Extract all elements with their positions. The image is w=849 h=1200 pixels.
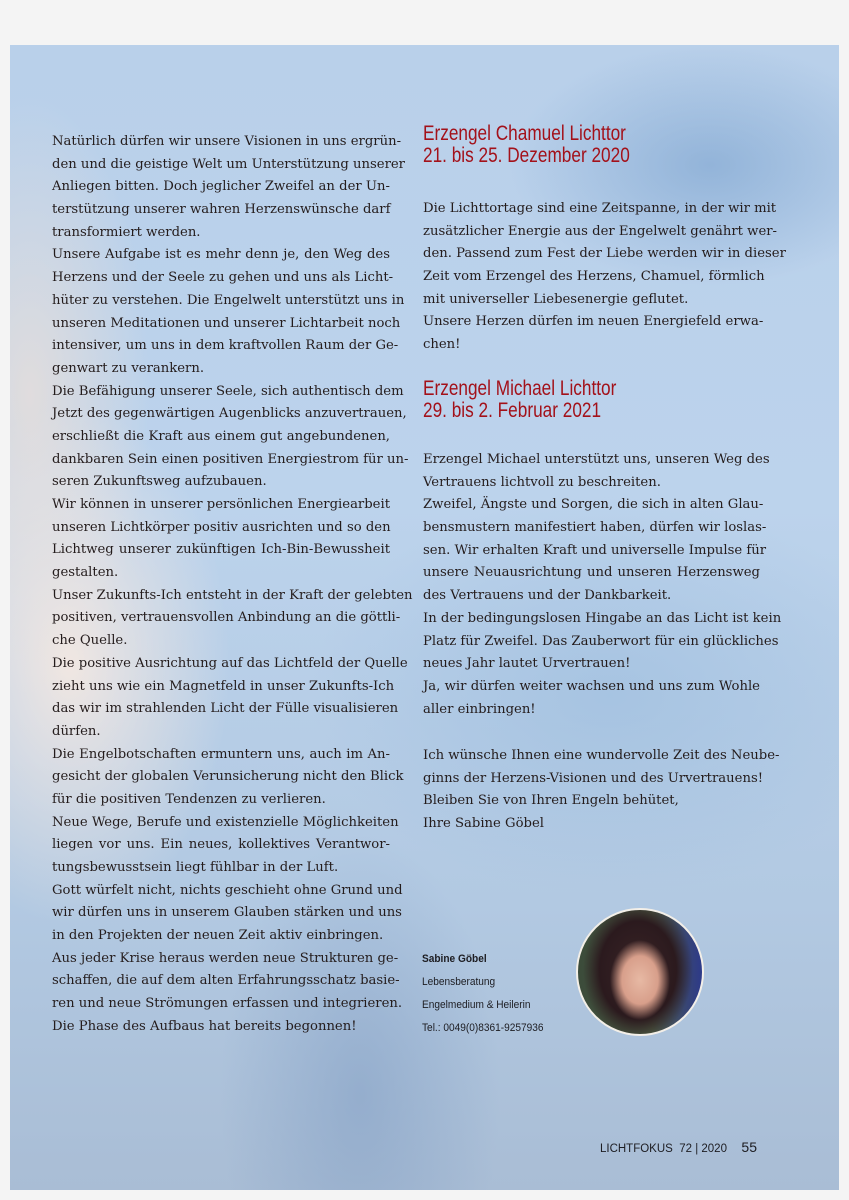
left-column [52, 131, 413, 1039]
text-line: Bleiben Sie von Ihren Engeln behütet, [423, 793, 679, 809]
author-specialty: Engelmedium & Heilerin [422, 999, 531, 1011]
michael-body [423, 449, 782, 721]
text-line: Natürlich dürfen wir unsere Visionen in uns ergrün- [52, 134, 402, 149]
paragraph [423, 790, 760, 813]
paragraph [423, 311, 764, 356]
text-line: unsere Neuausrichtung und unseren Herzensweg [423, 565, 760, 581]
text-line: Unsere Aufgabe ist es mehr denn je, den Weg des [52, 247, 390, 263]
text-line: Neue Wege, Berufe und existenzielle Möglichkeiten [52, 814, 399, 830]
text-line: gestalten. [52, 565, 119, 581]
text-line: den. Passend zum Fest der Liebe werden wir in dieser [423, 246, 786, 262]
text-line: sen. Wir erhalten Kraft und universelle Impulse für [423, 542, 767, 558]
heading-chamuel-date: 21. bis 25. Dezember 2020 [423, 144, 630, 167]
text-line: ginns der Herzens-Visionen und des Urvertrauens! [423, 770, 764, 786]
heading-michael-title: Erzengel Michael Lichttor [423, 377, 617, 400]
heading-michael-date: 29. bis 2. Februar 2021 [423, 399, 602, 422]
text-line: unseren Lichtkörper positiv ausrichten und so den [52, 519, 391, 535]
chamuel-body [423, 198, 786, 357]
text-line: seren Zukunftsweg aufzubauen. [52, 474, 267, 490]
paragraph [52, 494, 390, 585]
text-line: chen! [423, 337, 461, 353]
closing-text [423, 745, 780, 836]
text-line: für die positiven Tendenzen zu verlieren. [52, 791, 326, 807]
paragraph [423, 198, 786, 311]
text-line: positiven, vertrauensvollen Anbindung an die göttli- [52, 610, 401, 626]
text-line: Lichtweg unserer zukünftigen Ich-Bin-Bewussheit [52, 542, 390, 558]
text-line: intensiver, um uns in dem kraftvollen Raum der Ge- [52, 338, 399, 354]
text-line: unseren Meditationen und unserer Lichtarbeit noch [52, 315, 401, 331]
text-line: neues Jahr lautet Urvertrauen! [423, 656, 631, 672]
page-footer [600, 1139, 757, 1157]
text-line: den und die geistige Welt um Unterstützung unserer [52, 156, 405, 172]
author-phone: Tel.: 0049(0)8361-9257936 [422, 1022, 544, 1034]
text-line: hüter zu verstehen. Die Engelwelt unterstützt uns in [52, 292, 405, 308]
text-line: mit universeller Liebesenergie geflutet. [423, 291, 689, 307]
text-line: Ich wünsche Ihnen eine wundervolle Zeit des Neube- [423, 748, 780, 763]
text-line: des Vertrauens und der Dankbarkeit. [423, 588, 672, 604]
text-line: Unser Zukunfts-Ich entsteht in der Kraft der gelebten [52, 587, 413, 603]
paragraph [52, 744, 404, 812]
text-line: Zeit vom Erzengel des Herzens, Chamuel, förmlich [423, 269, 765, 285]
magazine-page [10, 45, 839, 1190]
text-line: Erzengel Michael unterstützt uns, unseren Weg des [423, 452, 770, 467]
text-line: Zweifel, Ängste und Sorgen, die sich in alten Glau- [423, 497, 764, 513]
text-line: dürfen. [52, 723, 101, 739]
text-line: Ja, wir dürfen weiter wachsen und uns zum Wohle [423, 678, 760, 694]
paragraph [52, 948, 403, 1039]
text-line: Gott würfelt nicht, nichts geschieht ohne Grund und [52, 882, 403, 898]
text-line: schaffen, die auf dem alten Erfahrungsschatz basie- [52, 973, 400, 989]
text-line: genwart zu verankern. [52, 360, 205, 376]
text-line: das wir im strahlenden Licht der Fülle visualisieren [52, 701, 399, 717]
text-line: erschließt die Kraft aus einem gut angebundenen, [52, 428, 390, 444]
text-line: Herzens und der Seele zu gehen und uns als Licht- [52, 270, 394, 286]
paragraph [423, 608, 782, 676]
text-line: Die Lichttortage sind eine Zeitspanne, in der wir mit [423, 201, 777, 216]
text-line: gesicht der globalen Verunsicherung nicht den Blick [52, 769, 404, 785]
paragraph [423, 745, 780, 790]
paragraph [52, 381, 409, 494]
paragraph [52, 131, 405, 244]
text-line: wir dürfen uns in unserem Glauben stärken und uns [52, 905, 402, 921]
magazine-issue: LICHTFOKUS 72 | 2020 [599, 1143, 727, 1155]
paragraph [52, 244, 405, 380]
text-line: Ihre Sabine Göbel [423, 816, 544, 832]
author-bio [422, 948, 554, 1040]
text-line: dankbaren Sein einen positiven Energiestrom für un- [52, 451, 409, 467]
text-line: Die Engelbotschaften ermuntern uns, auch im An- [52, 746, 390, 762]
text-line: Wir können in unserer persönlichen Energiearbeit [52, 497, 390, 512]
text-line: Vertrauens lichtvoll zu beschreiten. [423, 474, 661, 490]
text-line: terstützung unserer wahren Herzenswünsche darf [52, 202, 391, 218]
text-line: Die positive Ausrichtung auf das Lichtfeld der Quelle [52, 655, 408, 671]
text-line: tungsbewusstsein liegt fühlbar in der Luft. [52, 860, 339, 875]
text-line: aller einbringen! [423, 701, 536, 717]
paragraph [52, 812, 399, 880]
paragraph [52, 880, 403, 948]
author-role: Lebensberatung [422, 976, 496, 988]
text-line: In der bedingungslosen Hingabe an das Licht ist kein [423, 610, 782, 626]
text-line: ren und neue Strömungen erfassen und integrieren. [52, 996, 403, 1012]
text-line: Die Phase des Aufbaus hat bereits begonnen! [52, 1018, 357, 1034]
text-line: Aus jeder Krise heraus werden neue Strukturen ge- [52, 950, 399, 966]
text-line: che Quelle. [52, 633, 128, 649]
text-line: Platz für Zweifel. Das Zauberwort für ein glückliches [423, 633, 779, 649]
text-line: Die Befähigung unserer Seele, sich authentisch dem [52, 383, 404, 399]
text-line: liegen vor uns. Ein neues, kollektives Verantwor- [52, 837, 390, 853]
paragraph [423, 494, 767, 607]
paragraph [423, 449, 770, 494]
paragraph [52, 653, 408, 744]
paragraph [423, 676, 760, 721]
text-line: zieht uns wie ein Magnetfeld in unser Zukunfts-Ich [52, 678, 395, 694]
text-line: Jetzt des gegenwärtigen Augenblicks anzuvertrauen, [52, 406, 407, 422]
text-line: zusätzlicher Energie aus der Engelwelt genährt wer- [423, 223, 778, 239]
text-line: bensmustern manifestiert haben, dürfen wir loslas- [423, 520, 767, 536]
text-line: Anliegen bitten. Doch jeglicher Zweifel an der Un- [52, 179, 390, 195]
text-line: in den Projekten der neuen Zeit aktiv einbringen. [52, 928, 384, 944]
page-number: 55 [741, 1139, 757, 1155]
heading-chamuel-title: Erzengel Chamuel Lichttor [423, 122, 626, 145]
text-line: Unsere Herzen dürfen im neuen Energiefeld erwa- [423, 314, 764, 330]
author-name: Sabine Göbel [422, 953, 487, 965]
text-line: transformiert werden. [52, 224, 201, 240]
paragraph [423, 813, 760, 836]
author-photo [576, 908, 704, 1036]
paragraph [52, 585, 413, 653]
